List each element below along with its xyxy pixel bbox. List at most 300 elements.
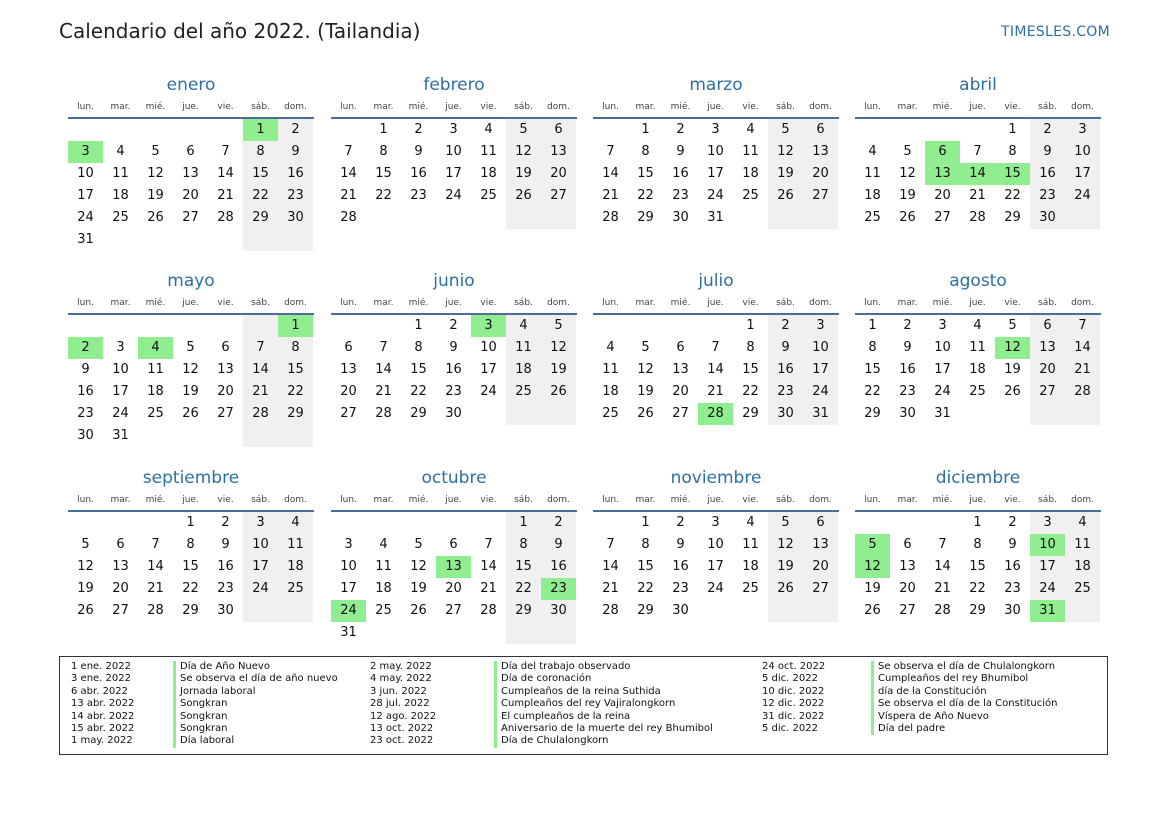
day-cell[interactable]: 6 (803, 119, 838, 141)
day-cell[interactable]: 11 (1065, 534, 1100, 556)
day-cell[interactable]: 21 (217, 188, 234, 203)
day-cell[interactable]: 17 (445, 166, 462, 181)
day-cell[interactable]: 4 (116, 144, 125, 159)
day-cell[interactable]: 21 (602, 581, 619, 596)
day-cell[interactable]: 9 (221, 537, 230, 552)
day-cell[interactable]: 31 (1030, 600, 1065, 622)
day-cell[interactable]: 22 (506, 578, 541, 600)
day-cell[interactable]: 4 (278, 512, 313, 534)
day-cell[interactable]: 7 (344, 144, 353, 159)
day-cell[interactable]: 13 (899, 559, 916, 574)
day-cell[interactable]: 24 (445, 188, 462, 203)
day-cell[interactable]: 6 (186, 144, 195, 159)
day-cell[interactable]: 23 (410, 188, 427, 203)
day-cell[interactable]: 2 (414, 122, 423, 137)
day-cell[interactable]: 19 (182, 384, 199, 399)
day-cell[interactable]: 9 (903, 340, 912, 355)
day-cell[interactable]: 18 (742, 559, 759, 574)
day-cell[interactable]: 28 (243, 403, 278, 425)
day-cell[interactable]: 5 (1008, 318, 1017, 333)
day-cell[interactable]: 7 (606, 537, 615, 552)
day-cell[interactable]: 10 (1030, 534, 1065, 556)
day-cell[interactable]: 19 (506, 163, 541, 185)
day-cell[interactable]: 1 (641, 515, 650, 530)
day-cell[interactable]: 20 (672, 384, 689, 399)
day-cell[interactable]: 15 (637, 559, 654, 574)
day-cell[interactable]: 1 (746, 318, 755, 333)
day-cell[interactable]: 15 (375, 166, 392, 181)
day-cell[interactable]: 23 (672, 581, 689, 596)
day-cell[interactable]: 30 (899, 406, 916, 421)
day-cell[interactable]: 15 (243, 163, 278, 185)
day-cell[interactable]: 16 (278, 163, 313, 185)
day-cell[interactable]: 25 (112, 210, 129, 225)
day-cell[interactable]: 16 (541, 556, 576, 578)
day-cell[interactable]: 26 (541, 381, 576, 403)
day-cell[interactable]: 5 (768, 512, 803, 534)
day-cell[interactable]: 21 (969, 188, 986, 203)
day-cell[interactable]: 1 (641, 122, 650, 137)
day-cell[interactable]: 3 (938, 318, 947, 333)
day-cell[interactable]: 25 (480, 188, 497, 203)
day-cell[interactable]: 13 (803, 141, 838, 163)
day-cell[interactable]: 20 (803, 163, 838, 185)
day-cell[interactable]: 3 (68, 141, 103, 163)
day-cell[interactable]: 19 (768, 556, 803, 578)
day-cell[interactable]: 25 (742, 581, 759, 596)
day-cell[interactable]: 25 (1065, 578, 1100, 600)
day-cell[interactable]: 26 (77, 603, 94, 618)
day-cell[interactable]: 11 (375, 559, 392, 574)
day-cell[interactable]: 17 (112, 384, 129, 399)
day-cell[interactable]: 29 (969, 603, 986, 618)
day-cell[interactable]: 18 (278, 556, 313, 578)
day-cell[interactable]: 27 (934, 210, 951, 225)
day-cell[interactable]: 24 (112, 406, 129, 421)
day-cell[interactable]: 10 (243, 534, 278, 556)
day-cell[interactable]: 10 (77, 166, 94, 181)
day-cell[interactable]: 16 (1004, 559, 1021, 574)
day-cell[interactable]: 6 (116, 537, 125, 552)
day-cell[interactable]: 7 (973, 144, 982, 159)
day-cell[interactable]: 27 (217, 406, 234, 421)
day-cell[interactable]: 26 (410, 603, 427, 618)
day-cell[interactable]: 14 (1065, 337, 1100, 359)
day-cell[interactable]: 15 (182, 559, 199, 574)
day-cell[interactable]: 29 (1004, 210, 1021, 225)
day-cell[interactable]: 17 (707, 559, 724, 574)
day-cell[interactable]: 22 (742, 384, 759, 399)
day-cell[interactable]: 16 (445, 362, 462, 377)
day-cell[interactable]: 20 (182, 188, 199, 203)
day-cell[interactable]: 24 (707, 581, 724, 596)
day-cell[interactable]: 30 (1004, 603, 1021, 618)
day-cell[interactable]: 29 (278, 403, 313, 425)
day-cell[interactable]: 6 (925, 141, 960, 163)
day-cell[interactable]: 20 (445, 581, 462, 596)
day-cell[interactable]: 15 (864, 362, 881, 377)
day-cell[interactable]: 23 (1004, 581, 1021, 596)
day-cell[interactable]: 16 (899, 362, 916, 377)
day-cell[interactable]: 19 (637, 384, 654, 399)
day-cell[interactable]: 27 (672, 406, 689, 421)
day-cell[interactable]: 26 (768, 578, 803, 600)
day-cell[interactable]: 30 (217, 603, 234, 618)
day-cell[interactable]: 12 (855, 556, 890, 578)
day-cell[interactable]: 14 (480, 559, 497, 574)
day-cell[interactable]: 19 (1004, 362, 1021, 377)
day-cell[interactable]: 8 (278, 337, 313, 359)
day-cell[interactable]: 7 (938, 537, 947, 552)
day-cell[interactable]: 9 (1008, 537, 1017, 552)
day-cell[interactable]: 17 (803, 359, 838, 381)
day-cell[interactable]: 1 (506, 512, 541, 534)
day-cell[interactable]: 5 (768, 119, 803, 141)
day-cell[interactable]: 2 (1008, 515, 1017, 530)
day-cell[interactable]: 7 (711, 340, 720, 355)
day-cell[interactable]: 18 (480, 166, 497, 181)
day-cell[interactable]: 27 (803, 578, 838, 600)
day-cell[interactable]: 31 (707, 210, 724, 225)
day-cell[interactable]: 17 (934, 362, 951, 377)
day-cell[interactable]: 3 (116, 340, 125, 355)
day-cell[interactable]: 13 (112, 559, 129, 574)
day-cell[interactable]: 9 (1030, 141, 1065, 163)
day-cell[interactable]: 31 (803, 403, 838, 425)
day-cell[interactable]: 11 (506, 337, 541, 359)
day-cell[interactable]: 12 (768, 534, 803, 556)
day-cell[interactable]: 28 (602, 210, 619, 225)
day-cell[interactable]: 15 (410, 362, 427, 377)
day-cell[interactable]: 1 (868, 318, 877, 333)
day-cell[interactable]: 17 (480, 362, 497, 377)
day-cell[interactable]: 19 (410, 581, 427, 596)
day-cell[interactable]: 20 (803, 556, 838, 578)
day-cell[interactable]: 21 (147, 581, 164, 596)
day-cell[interactable]: 12 (768, 141, 803, 163)
day-cell[interactable]: 1 (278, 315, 313, 337)
day-cell[interactable]: 4 (506, 315, 541, 337)
day-cell[interactable]: 22 (410, 384, 427, 399)
day-cell[interactable]: 20 (1030, 359, 1065, 381)
day-cell[interactable]: 31 (340, 625, 357, 640)
day-cell[interactable]: 19 (77, 581, 94, 596)
day-cell[interactable]: 28 (934, 603, 951, 618)
day-cell[interactable]: 3 (449, 122, 458, 137)
day-cell[interactable]: 18 (742, 166, 759, 181)
day-cell[interactable]: 1 (973, 515, 982, 530)
day-cell[interactable]: 12 (410, 559, 427, 574)
day-cell[interactable]: 15 (637, 166, 654, 181)
day-cell[interactable]: 5 (151, 144, 160, 159)
day-cell[interactable]: 21 (934, 581, 951, 596)
day-cell[interactable]: 7 (606, 144, 615, 159)
day-cell[interactable]: 8 (868, 340, 877, 355)
day-cell[interactable]: 12 (182, 362, 199, 377)
day-cell[interactable]: 29 (243, 207, 278, 229)
day-cell[interactable]: 26 (637, 406, 654, 421)
day-cell[interactable]: 22 (637, 581, 654, 596)
day-cell[interactable]: 2 (768, 315, 803, 337)
brand-link[interactable]: TIMESLES.COM (1001, 24, 1110, 40)
day-cell[interactable]: 21 (1065, 359, 1100, 381)
day-cell[interactable]: 28 (969, 210, 986, 225)
day-cell[interactable]: 26 (899, 210, 916, 225)
day-cell[interactable]: 7 (243, 337, 278, 359)
day-cell[interactable]: 10 (445, 144, 462, 159)
day-cell[interactable]: 27 (445, 603, 462, 618)
day-cell[interactable]: 8 (506, 534, 541, 556)
day-cell[interactable]: 22 (969, 581, 986, 596)
day-cell[interactable]: 12 (506, 141, 541, 163)
day-cell[interactable]: 6 (541, 119, 576, 141)
day-cell[interactable]: 11 (278, 534, 313, 556)
day-cell[interactable]: 6 (221, 340, 230, 355)
day-cell[interactable]: 20 (112, 581, 129, 596)
day-cell[interactable]: 9 (676, 144, 685, 159)
day-cell[interactable]: 24 (480, 384, 497, 399)
day-cell[interactable]: 18 (602, 384, 619, 399)
day-cell[interactable]: 10 (480, 340, 497, 355)
day-cell[interactable]: 14 (243, 359, 278, 381)
day-cell[interactable]: 14 (602, 559, 619, 574)
day-cell[interactable]: 4 (746, 122, 755, 137)
day-cell[interactable]: 5 (541, 315, 576, 337)
day-cell[interactable]: 27 (803, 185, 838, 207)
day-cell[interactable]: 27 (899, 603, 916, 618)
day-cell[interactable]: 2 (541, 512, 576, 534)
day-cell[interactable]: 1 (379, 122, 388, 137)
day-cell[interactable]: 30 (541, 600, 576, 622)
day-cell[interactable]: 30 (77, 428, 94, 443)
day-cell[interactable]: 4 (746, 515, 755, 530)
day-cell[interactable]: 26 (864, 603, 881, 618)
day-cell[interactable]: 20 (340, 384, 357, 399)
day-cell[interactable]: 7 (151, 537, 160, 552)
day-cell[interactable]: 25 (742, 188, 759, 203)
day-cell[interactable]: 22 (637, 188, 654, 203)
day-cell[interactable]: 23 (77, 406, 94, 421)
day-cell[interactable]: 25 (864, 210, 881, 225)
day-cell[interactable]: 2 (68, 337, 103, 359)
day-cell[interactable]: 28 (375, 406, 392, 421)
day-cell[interactable]: 8 (243, 141, 278, 163)
day-cell[interactable]: 22 (1004, 188, 1021, 203)
day-cell[interactable]: 25 (375, 603, 392, 618)
day-cell[interactable]: 18 (112, 188, 129, 203)
day-cell[interactable]: 7 (379, 340, 388, 355)
day-cell[interactable]: 6 (676, 340, 685, 355)
day-cell[interactable]: 17 (243, 556, 278, 578)
day-cell[interactable]: 31 (112, 428, 129, 443)
day-cell[interactable]: 3 (711, 515, 720, 530)
day-cell[interactable]: 11 (742, 537, 759, 552)
day-cell[interactable]: 26 (506, 185, 541, 207)
day-cell[interactable]: 12 (995, 337, 1030, 359)
day-cell[interactable]: 28 (217, 210, 234, 225)
day-cell[interactable]: 6 (803, 512, 838, 534)
day-cell[interactable]: 24 (934, 384, 951, 399)
day-cell[interactable]: 25 (506, 381, 541, 403)
day-cell[interactable]: 28 (147, 603, 164, 618)
day-cell[interactable]: 31 (934, 406, 951, 421)
day-cell[interactable]: 6 (1030, 315, 1065, 337)
day-cell[interactable]: 23 (278, 185, 313, 207)
day-cell[interactable]: 5 (186, 340, 195, 355)
day-cell[interactable]: 23 (445, 384, 462, 399)
day-cell[interactable]: 5 (81, 537, 90, 552)
day-cell[interactable]: 13 (340, 362, 357, 377)
day-cell[interactable]: 24 (707, 188, 724, 203)
day-cell[interactable]: 12 (147, 166, 164, 181)
day-cell[interactable]: 10 (707, 537, 724, 552)
day-cell[interactable]: 7 (484, 537, 493, 552)
day-cell[interactable]: 8 (641, 144, 650, 159)
day-cell[interactable]: 11 (969, 340, 986, 355)
day-cell[interactable]: 1 (414, 318, 423, 333)
day-cell[interactable]: 12 (77, 559, 94, 574)
day-cell[interactable]: 21 (243, 381, 278, 403)
day-cell[interactable]: 13 (436, 556, 471, 578)
day-cell[interactable]: 6 (449, 537, 458, 552)
day-cell[interactable]: 15 (995, 163, 1030, 185)
day-cell[interactable]: 28 (602, 603, 619, 618)
day-cell[interactable]: 14 (375, 362, 392, 377)
day-cell[interactable]: 26 (1004, 384, 1021, 399)
day-cell[interactable]: 8 (379, 144, 388, 159)
day-cell[interactable]: 16 (1030, 163, 1065, 185)
day-cell[interactable]: 23 (217, 581, 234, 596)
day-cell[interactable]: 11 (742, 144, 759, 159)
day-cell[interactable]: 28 (698, 403, 733, 425)
day-cell[interactable]: 7 (221, 144, 230, 159)
day-cell[interactable]: 27 (340, 406, 357, 421)
day-cell[interactable]: 25 (147, 406, 164, 421)
day-cell[interactable]: 29 (637, 603, 654, 618)
day-cell[interactable]: 16 (672, 559, 689, 574)
day-cell[interactable]: 9 (414, 144, 423, 159)
day-cell[interactable]: 5 (641, 340, 650, 355)
day-cell[interactable]: 3 (803, 315, 838, 337)
day-cell[interactable]: 22 (182, 581, 199, 596)
day-cell[interactable]: 25 (602, 406, 619, 421)
day-cell[interactable]: 14 (147, 559, 164, 574)
day-cell[interactable]: 13 (925, 163, 960, 185)
day-cell[interactable]: 17 (1065, 163, 1100, 185)
day-cell[interactable]: 16 (768, 359, 803, 381)
day-cell[interactable]: 23 (899, 384, 916, 399)
day-cell[interactable]: 21 (480, 581, 497, 596)
day-cell[interactable]: 8 (746, 340, 755, 355)
day-cell[interactable]: 18 (375, 581, 392, 596)
day-cell[interactable]: 16 (672, 166, 689, 181)
day-cell[interactable]: 13 (1030, 337, 1065, 359)
day-cell[interactable]: 9 (81, 362, 90, 377)
day-cell[interactable]: 3 (471, 315, 506, 337)
day-cell[interactable]: 18 (506, 359, 541, 381)
day-cell[interactable]: 27 (182, 210, 199, 225)
day-cell[interactable]: 11 (112, 166, 129, 181)
day-cell[interactable]: 23 (1030, 185, 1065, 207)
day-cell[interactable]: 25 (278, 578, 313, 600)
day-cell[interactable]: 21 (602, 188, 619, 203)
day-cell[interactable]: 19 (864, 581, 881, 596)
day-cell[interactable]: 24 (1065, 185, 1100, 207)
day-cell[interactable]: 11 (147, 362, 164, 377)
day-cell[interactable]: 8 (1008, 144, 1017, 159)
day-cell[interactable]: 19 (147, 188, 164, 203)
day-cell[interactable]: 20 (217, 384, 234, 399)
day-cell[interactable]: 26 (147, 210, 164, 225)
day-cell[interactable]: 24 (803, 381, 838, 403)
day-cell[interactable]: 10 (112, 362, 129, 377)
day-cell[interactable]: 8 (414, 340, 423, 355)
day-cell[interactable]: 2 (221, 515, 230, 530)
day-cell[interactable]: 11 (864, 166, 881, 181)
day-cell[interactable]: 30 (768, 403, 803, 425)
day-cell[interactable]: 13 (217, 362, 234, 377)
day-cell[interactable]: 29 (864, 406, 881, 421)
day-cell[interactable]: 23 (768, 381, 803, 403)
day-cell[interactable]: 5 (855, 534, 890, 556)
day-cell[interactable]: 15 (278, 359, 313, 381)
day-cell[interactable]: 4 (868, 144, 877, 159)
day-cell[interactable]: 18 (1065, 556, 1100, 578)
day-cell[interactable]: 17 (340, 581, 357, 596)
day-cell[interactable]: 12 (541, 337, 576, 359)
day-cell[interactable]: 11 (602, 362, 619, 377)
day-cell[interactable]: 19 (768, 163, 803, 185)
day-cell[interactable]: 15 (506, 556, 541, 578)
day-cell[interactable]: 9 (676, 537, 685, 552)
day-cell[interactable]: 10 (803, 337, 838, 359)
day-cell[interactable]: 2 (1030, 119, 1065, 141)
day-cell[interactable]: 23 (541, 578, 576, 600)
day-cell[interactable]: 14 (340, 166, 357, 181)
day-cell[interactable]: 29 (182, 603, 199, 618)
day-cell[interactable]: 22 (375, 188, 392, 203)
day-cell[interactable]: 5 (506, 119, 541, 141)
day-cell[interactable]: 20 (899, 581, 916, 596)
day-cell[interactable]: 2 (278, 119, 313, 141)
day-cell[interactable]: 12 (899, 166, 916, 181)
day-cell[interactable]: 24 (77, 210, 94, 225)
day-cell[interactable]: 29 (410, 406, 427, 421)
day-cell[interactable]: 8 (186, 537, 195, 552)
day-cell[interactable]: 22 (278, 381, 313, 403)
day-cell[interactable]: 15 (742, 362, 759, 377)
day-cell[interactable]: 6 (903, 537, 912, 552)
day-cell[interactable]: 28 (480, 603, 497, 618)
day-cell[interactable]: 13 (672, 362, 689, 377)
day-cell[interactable]: 10 (707, 144, 724, 159)
day-cell[interactable]: 10 (934, 340, 951, 355)
day-cell[interactable]: 14 (217, 166, 234, 181)
day-cell[interactable]: 10 (1065, 141, 1100, 163)
day-cell[interactable]: 16 (410, 166, 427, 181)
day-cell[interactable]: 9 (541, 534, 576, 556)
day-cell[interactable]: 29 (637, 210, 654, 225)
day-cell[interactable]: 30 (278, 207, 313, 229)
day-cell[interactable]: 19 (541, 359, 576, 381)
day-cell[interactable]: 30 (672, 603, 689, 618)
day-cell[interactable]: 15 (969, 559, 986, 574)
day-cell[interactable]: 4 (379, 537, 388, 552)
day-cell[interactable]: 21 (707, 384, 724, 399)
day-cell[interactable]: 12 (637, 362, 654, 377)
day-cell[interactable]: 3 (711, 122, 720, 137)
day-cell[interactable]: 24 (331, 600, 366, 622)
